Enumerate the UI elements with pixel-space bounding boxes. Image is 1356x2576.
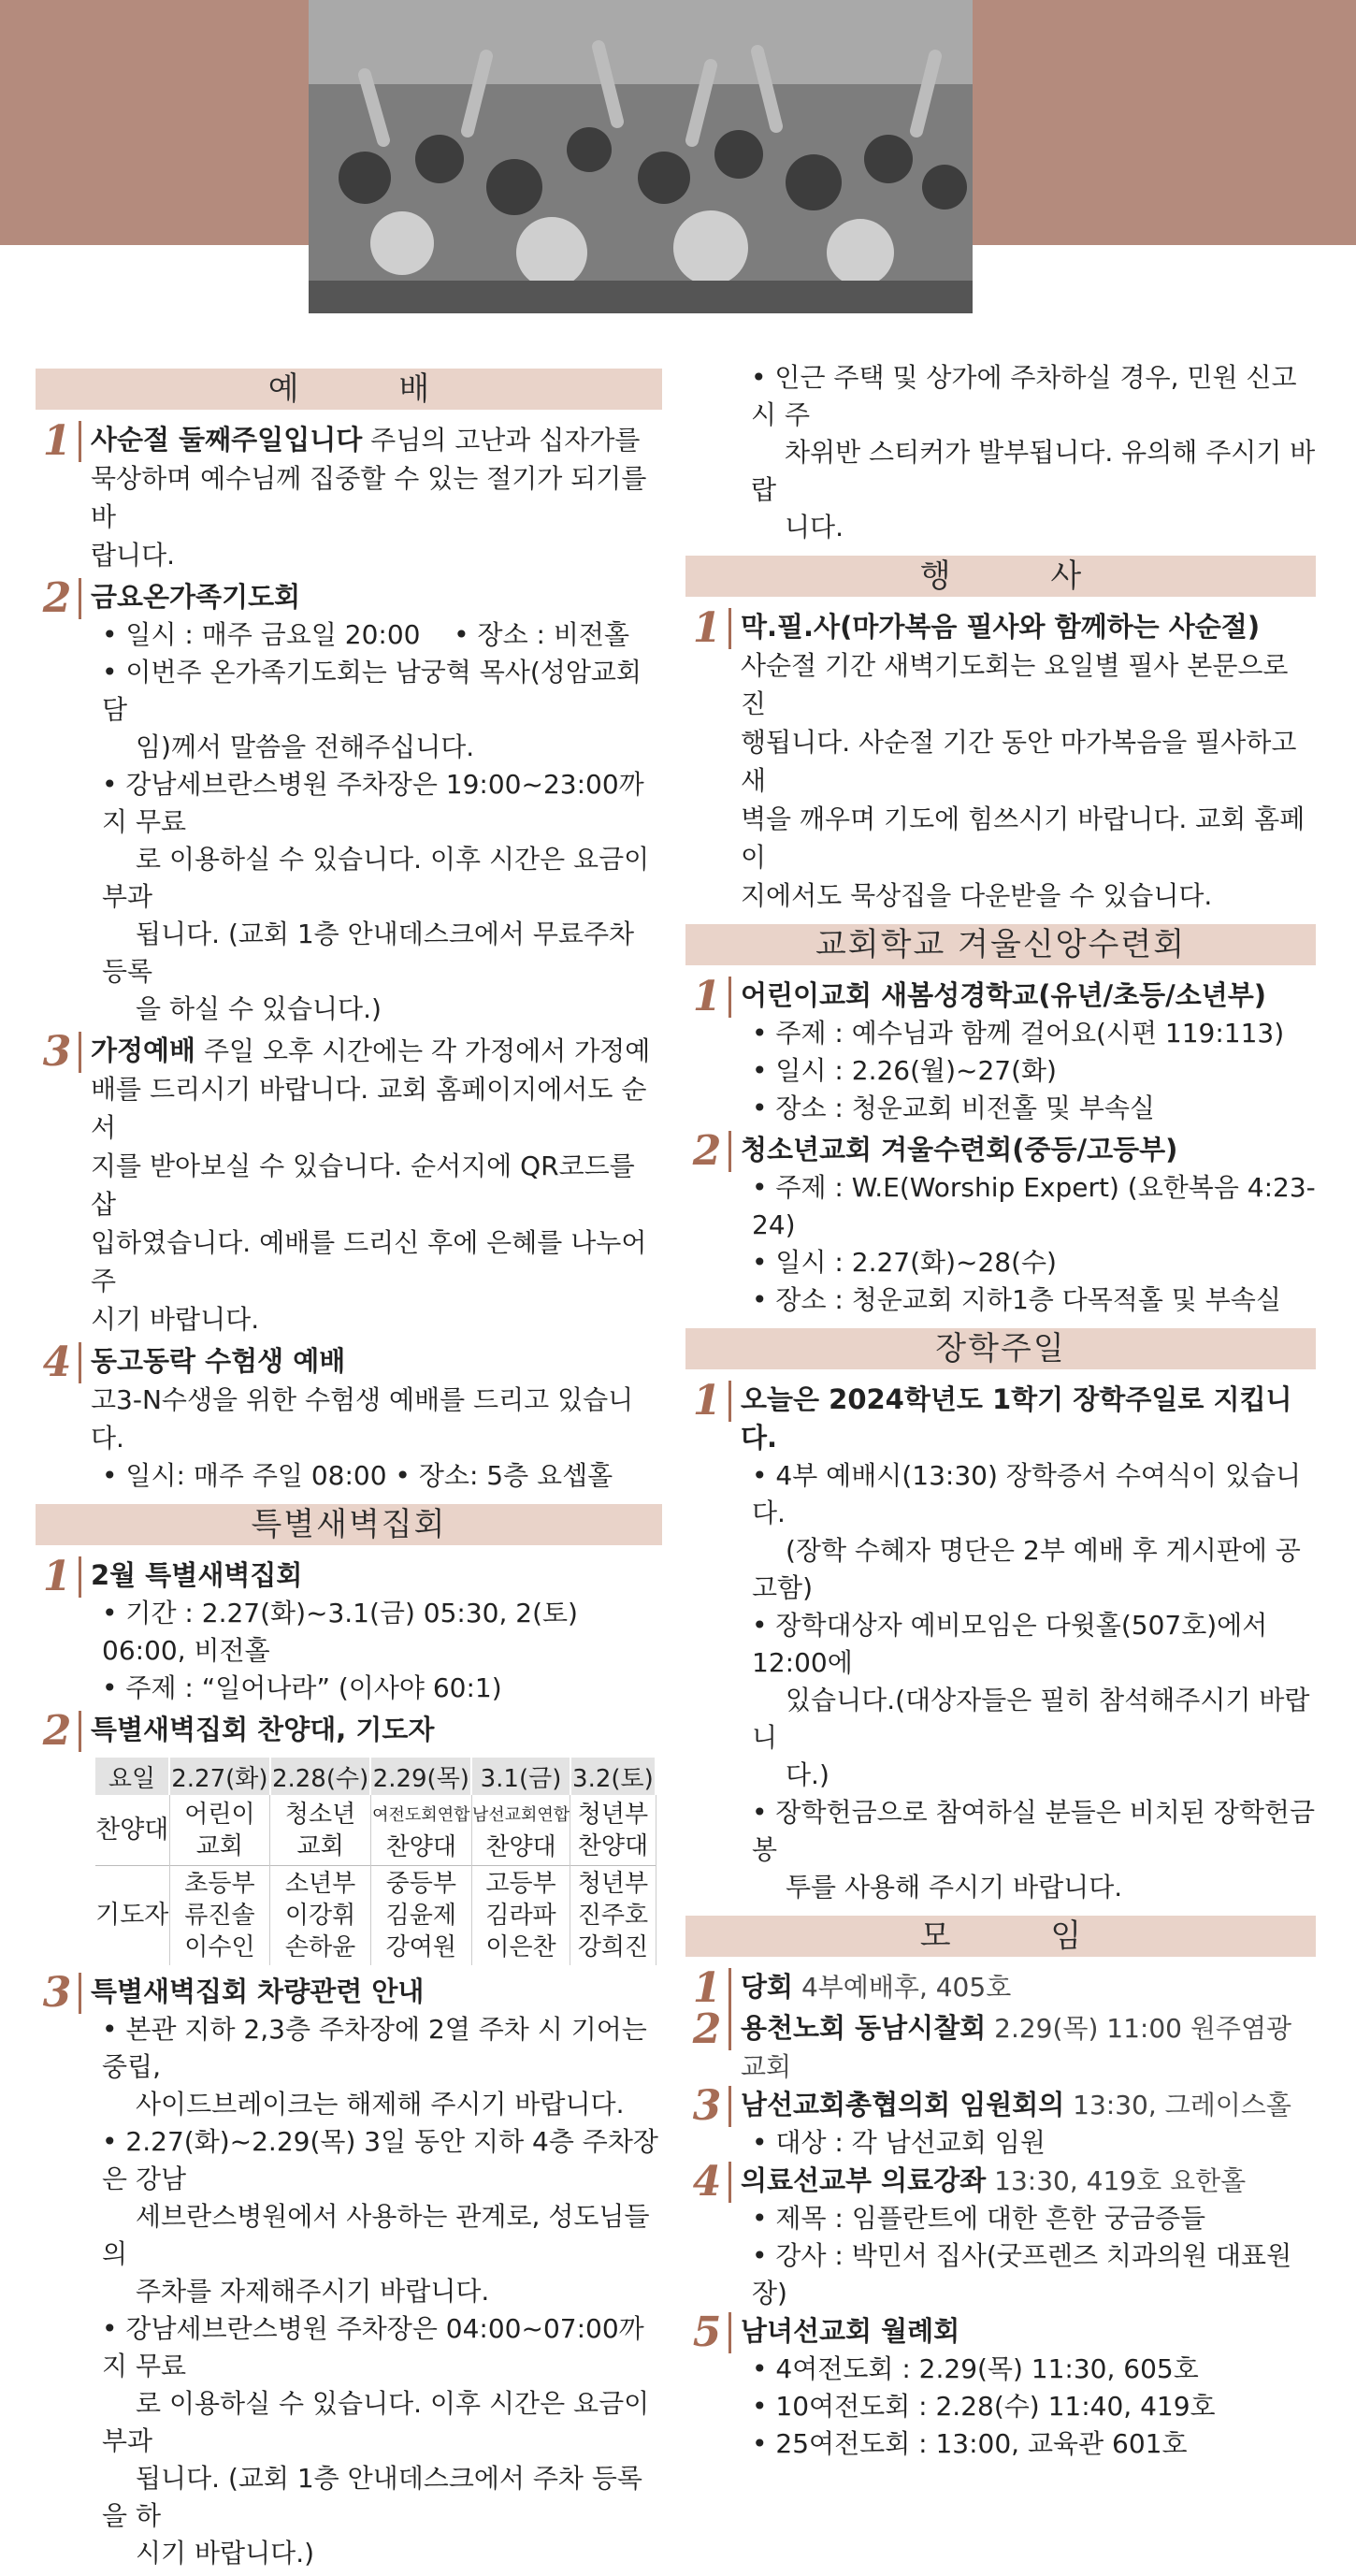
table-cell: 중등부 김윤제 강여원 (370, 1866, 471, 1966)
bullet: • 4부 예배시(13:30) 장학증서 수여식이 있습니다. (장학 수혜자 명단은 2부 예배 후 게시판에 공고함) (752, 1460, 1302, 1603)
item-title: 의료선교부 의료강좌 (741, 2164, 987, 2196)
bullet: • 장학헌금으로 참여하실 분들은 비치된 장학헌금 봉 투를 사용해 주시기 바랍니다. (752, 1797, 1315, 1903)
meeting-item-5 (685, 2308, 1316, 2463)
item-text: 사순절 기간 새벽기도회는 요일별 필사 본문으로 진 (741, 650, 1289, 719)
item-title: 가정예배 (91, 1035, 196, 1066)
item-sub: 13:30, 그레이스홀 (1073, 2090, 1291, 2120)
item-number: 1 (685, 1968, 731, 2009)
table-row (95, 1795, 656, 1866)
bullet: • 대상 : 각 남선교회 임원 (752, 2127, 1046, 2158)
item-title: 남녀선교회 월례회 (741, 2315, 960, 2347)
photo-crowd-illustration (309, 0, 973, 313)
item-number: 1 (36, 421, 81, 462)
item-text: 지를 받아보실 수 있습니다. 순서지에 QR코드를 삽 (91, 1151, 635, 1220)
table-cell: 청년부 찬양대 (570, 1795, 656, 1866)
item-number: 1 (685, 977, 731, 1018)
section-header-worship: 예 배 (36, 369, 662, 410)
table-cell: 어린이 교회 (169, 1795, 270, 1866)
table-header: 2.29(목) (370, 1758, 471, 1795)
item-text: • 일시: 매주 주일 08:00 • 장소: 5층 요셉홀 (102, 1460, 613, 1491)
bullet: • 강남세브란스병원 주차장은 04:00~07:00까지 무료 로 이용하실 수 있습니다. 이후 시간은 요금이 부과 됩니다. (교회 1층 안내데스크에서 주차 등록을 하 시기 바랍니다.) (102, 2313, 650, 2569)
item-title: 오늘은 2024학년도 1학기 장학주일로 지킵니다. (741, 1383, 1292, 1454)
meeting-item-3 (685, 2082, 1316, 2162)
table-cell: 청년부 진주호 강희진 (570, 1866, 656, 1966)
item-title: 어린이교회 새봄성경학교(유년/초등/소년부) (741, 979, 1267, 1011)
item-title: 막.필.사(마가복음 필사와 함께하는 사순절) (741, 611, 1261, 643)
section-header-dawn: 특별새벽집회 (36, 1504, 662, 1545)
camp-item-1 (685, 973, 1316, 1127)
bullet: • 4여전도회 : 2.29(목) 11:30, 605호 (752, 2353, 1199, 2384)
item-text: 묵상하며 예수님께 집중할 수 있는 절기가 되기를 바 (91, 463, 647, 532)
item-title: 특별새벽집회 찬양대, 기도자 (91, 1714, 435, 1745)
item-number: 2 (36, 578, 81, 619)
parking-notice: • 인근 주택 및 상가에 주차하실 경우, 민원 신고시 주 차위반 스티커가 발부됩니다. 유의해 주시기 바랍 니다. (751, 362, 1316, 543)
meeting-item-4 (685, 2158, 1316, 2312)
item-sub: 4부예배후, 405호 (801, 1972, 1012, 2003)
table-header: 2.27(화) (169, 1758, 270, 1795)
item-number: 4 (685, 2162, 731, 2203)
table-cell: 소년부 이강휘 손하윤 (270, 1866, 371, 1966)
table-cell: 남선교회연합 찬양대 (471, 1795, 570, 1866)
item-text: 배를 드리시기 바랍니다. 교회 홈페이지에서도 순서 (91, 1074, 647, 1143)
table-header: 2.28(수) (270, 1758, 371, 1795)
item-number: 3 (36, 1973, 81, 2014)
bullet: • 주제 : 예수님과 함께 걸어요(시편 119:113) (752, 1018, 1285, 1049)
bullet: • 이번주 온가족기도회는 남궁혁 목사(성암교회 담 임)께서 말씀을 전해주십니다. (102, 657, 642, 762)
item-text: 시기 바랍니다. (91, 1304, 260, 1335)
meeting-item-1 (685, 1964, 1316, 2012)
event-item-1 (685, 604, 1316, 915)
item-number: 3 (685, 2086, 731, 2127)
section-header-event: 행 사 (685, 556, 1316, 597)
item-sub: 13:30, 419호 요한홀 (994, 2165, 1247, 2196)
right-column (685, 359, 1316, 2463)
item-title: 2월 특별새벽집회 (91, 1559, 303, 1591)
worship-item-2 (36, 574, 662, 1028)
table-row (95, 1866, 656, 1966)
item-title: 특별새벽집회 차량관련 안내 (91, 1975, 425, 2007)
camp-item-2 (685, 1127, 1316, 1319)
item-number: 1 (685, 1381, 731, 1422)
row-label: 찬양대 (95, 1795, 169, 1866)
bullet: • 25여전도회 : 13:00, 교육관 601호 (752, 2428, 1188, 2459)
bullet: • 일시 : 2.27(화)~28(수) (752, 1247, 1057, 1278)
bullet: • 2.27(화)~2.29(목) 3일 동안 지하 4층 주차장은 강남 세브란스병원에서 사용하는 관계로, 성도님들의 주차를 자제해주시기 바랍니다. (102, 2126, 658, 2307)
item-number: 2 (685, 2009, 731, 2050)
item-number: 5 (685, 2312, 731, 2353)
item-text: 고3-N수생을 위한 수험생 예배를 드리고 있습니다. (91, 1384, 634, 1454)
item-title: 청소년교회 겨울수련회(중등/고등부) (741, 1134, 1178, 1165)
item-number: 1 (36, 1556, 81, 1598)
item-text: 벽을 깨우며 기도에 힘쓰시기 바랍니다. 교회 홈페이 (741, 803, 1306, 873)
item-text: 행됩니다. 사순절 기간 동안 마가복음을 필사하고 새 (741, 727, 1297, 796)
worship-photo (309, 0, 973, 313)
item-text: 랍니다. (91, 540, 176, 571)
bullet: • 일시 : 2.26(월)~27(화) (752, 1055, 1057, 1086)
bullet: • 주제 : “일어나라” (이사야 60:1) (102, 1672, 502, 1703)
dawn-item-1 (36, 1553, 662, 1707)
bullet: • 일시 : 매주 금요일 20:00 • 장소 : 비전홀 (102, 619, 630, 650)
bullet: • 본관 지하 2,3층 주차장에 2열 주차 시 기어는 중립, 사이드브레이크는 해제해 주시기 바랍니다. (102, 2014, 647, 2120)
worship-item-3 (36, 1028, 662, 1339)
item-number: 2 (685, 1131, 731, 1172)
worship-item-4 (36, 1339, 662, 1495)
worship-item-1 (36, 417, 662, 574)
table-cell: 청소년 교회 (270, 1795, 371, 1866)
item-number: 3 (36, 1032, 81, 1073)
item-number: 2 (36, 1711, 81, 1752)
scholar-item-1 (685, 1377, 1316, 1906)
item-text: 지에서도 묵상집을 다운받을 수 있습니다. (741, 880, 1213, 911)
item-title: 사순절 둘째주일입니다 (91, 424, 363, 456)
item-sub: 2.29(목) 11:00 원주염광교회 (741, 2013, 1292, 2082)
bullet: • 주제 : W.E(Worship Expert) (요한복음 4:23-24) (752, 1172, 1316, 1240)
dawn-item-3 (36, 1969, 662, 2572)
bullet: • 제목 : 임플란트에 대한 흔한 궁금증들 (752, 2203, 1206, 2234)
meeting-item-2 (685, 2005, 1316, 2086)
bullet: • 장학대상자 예비모임은 다윗홀(507호)에서 12:00에 있습니다.(대상자들은 필히 참석해주시기 바랍니 다.) (752, 1610, 1310, 1790)
item-title: 당회 (741, 1971, 794, 2003)
bullet: • 강남세브란스병원 주차장은 19:00~23:00까지 무료 로 이용하실 수 있습니다. 이후 시간은 요금이 부과 됩니다. (교회 1층 안내데스크에서 무료주차 등록 을 하실 수 있습니다.) (102, 769, 650, 1024)
bullet: • 강사 : 박민서 집사(굿프렌즈 치과의원 대표원장) (752, 2240, 1292, 2308)
item-title: 용천노회 동남시찰회 (741, 2012, 987, 2044)
item-text: 입하였습니다. 예배를 드리신 후에 은혜를 나누어 주 (91, 1227, 647, 1296)
bullet: • 장소 : 청운교회 지하1층 다목적홀 및 부속실 (752, 1284, 1281, 1315)
left-column (36, 359, 662, 2576)
item-title: 금요온가족기도회 (91, 581, 301, 613)
table-header: 3.1(금) (471, 1758, 570, 1795)
item-text: 주님의 고난과 십자가를 (370, 425, 641, 456)
item-text: 주일 오후 시간에는 각 가정에서 가정예 (203, 1035, 651, 1066)
section-header-meeting: 모 임 (685, 1916, 1316, 1957)
item-title: 남선교회총협의회 임원회의 (741, 2089, 1065, 2120)
dawn-item-2 (36, 1707, 662, 1755)
bullet: • 10여전도회 : 2.28(수) 11:40, 419호 (752, 2391, 1216, 2422)
item-number: 1 (685, 608, 731, 649)
table-cell: 여전도회연합 찬양대 (370, 1795, 471, 1866)
item-number: 4 (36, 1342, 81, 1383)
bullet: • 장소 : 청운교회 비전홀 및 부속실 (752, 1093, 1155, 1123)
table-cell: 고등부 김라파 이은찬 (471, 1866, 570, 1966)
section-header-camp: 교회학교 겨울신앙수련회 (685, 924, 1316, 965)
table-header: 3.2(토) (570, 1758, 656, 1795)
row-label: 기도자 (95, 1866, 169, 1966)
item-title: 동고동락 수험생 예배 (91, 1345, 346, 1377)
schedule-table (95, 1758, 656, 1965)
table-header: 요일 (95, 1758, 169, 1795)
table-cell: 초등부 류진솔 이수인 (169, 1866, 270, 1966)
section-header-scholarship: 장학주일 (685, 1328, 1316, 1369)
bullet: • 기간 : 2.27(화)~3.1(금) 05:30, 2(토) 06:00, 비전홀 (102, 1598, 578, 1666)
